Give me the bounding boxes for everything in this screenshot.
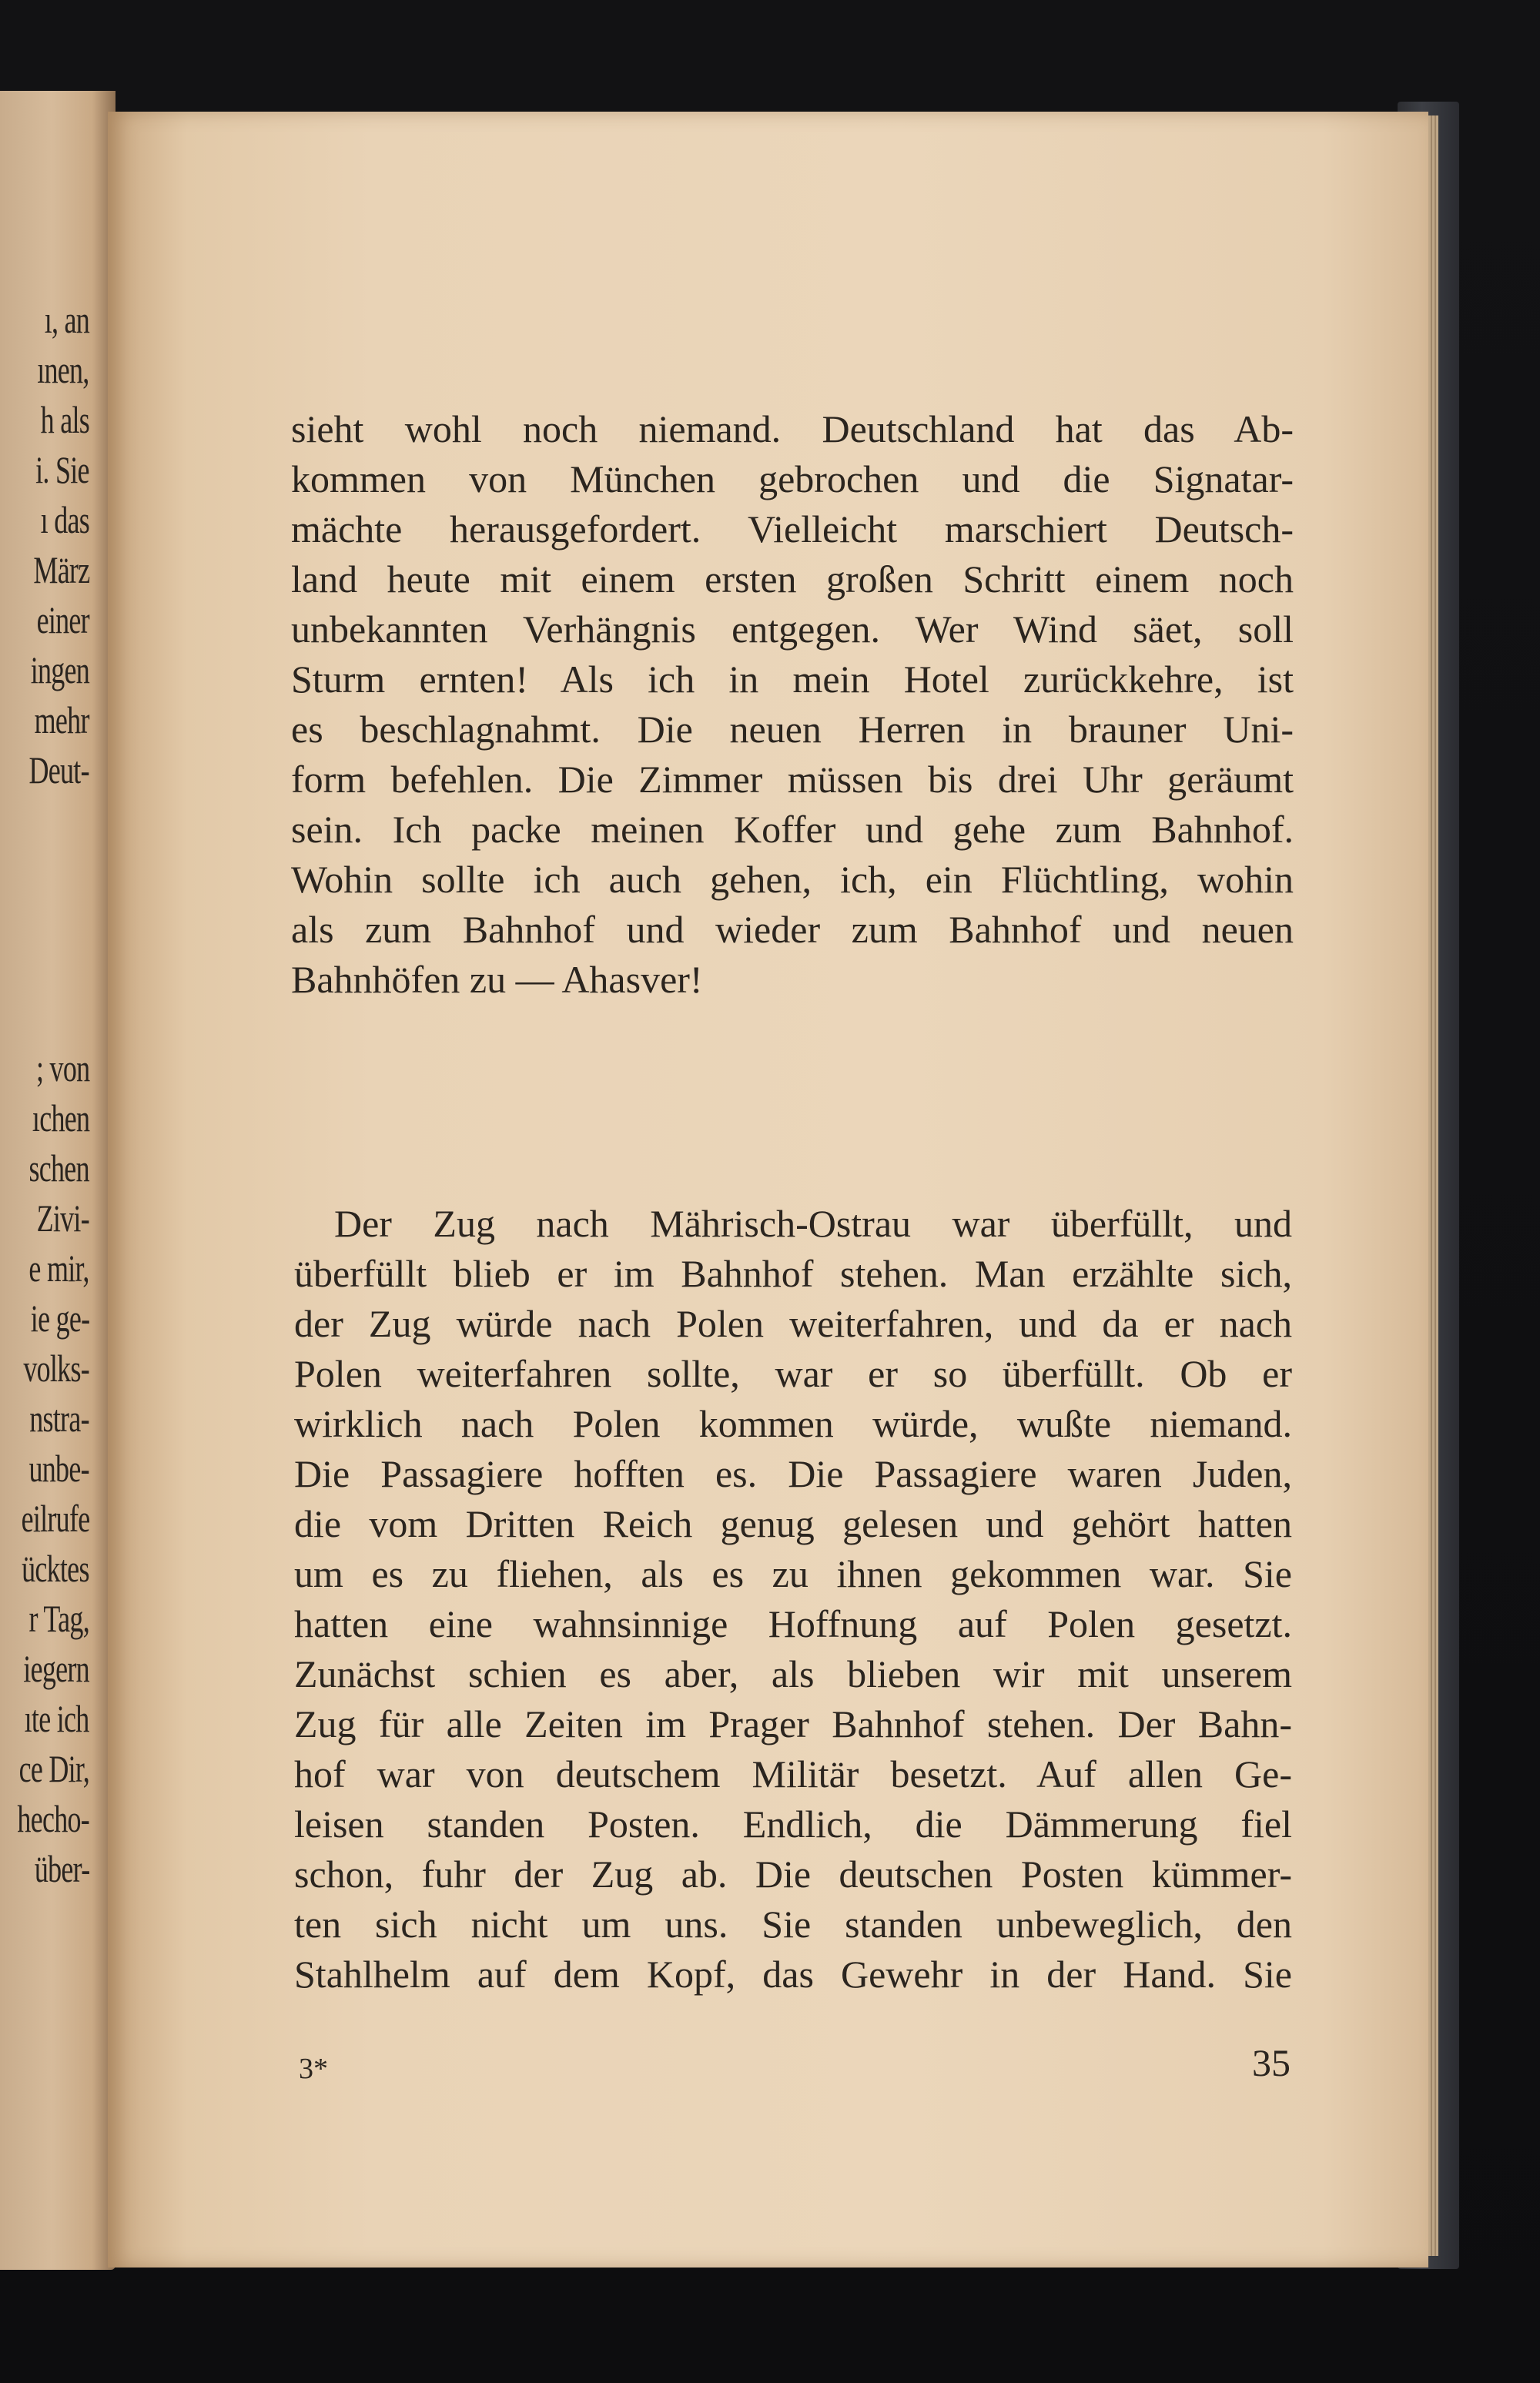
text-line: form befehlen. Die Zimmer müssen bis drei Uhr geräumt xyxy=(291,758,1294,801)
text-line: hatten eine wahnsinnige Hoffnung auf Polen gesetzt. xyxy=(294,1602,1292,1645)
text-line: kommen von München gebrochen und die Signatar- xyxy=(291,457,1294,500)
fragment-line: ce Dir, xyxy=(18,1747,89,1790)
paragraph-1 xyxy=(291,404,1294,1005)
fragment-line: h als xyxy=(40,398,89,441)
text-line: die vom Dritten Reich genug gelesen und gehört hatten xyxy=(294,1502,1292,1545)
text-line: sein. Ich packe meinen Koffer und gehe zum Bahnhof. xyxy=(291,808,1294,851)
fragment-line: März xyxy=(32,548,89,591)
fragment-line: e mir, xyxy=(28,1247,89,1290)
fragment-line: hecho- xyxy=(17,1797,89,1840)
text-line: Polen weiterfahren sollte, war er so überfüllt. Ob er xyxy=(294,1352,1292,1395)
fragment-line: i. Sie xyxy=(35,448,89,491)
fragment-line: iegern xyxy=(23,1647,89,1690)
fragment-line: Zivi- xyxy=(36,1197,89,1240)
fragment-line: ie ge- xyxy=(30,1297,89,1340)
text-line: leisen standen Posten. Endlich, die Dämmerung fiel xyxy=(294,1802,1292,1846)
book-page xyxy=(108,112,1428,2268)
fragment-line: volks- xyxy=(23,1347,89,1390)
fragment-line: einer xyxy=(36,598,89,641)
fragment-line: über- xyxy=(34,1847,89,1890)
page-number: 35 xyxy=(1252,2041,1291,2084)
fragment-line: ücktes xyxy=(22,1547,89,1590)
fragment-line: ınen, xyxy=(37,348,89,391)
text-line: unbekannten Verhängnis entgegen. Wer Wind säet, soll xyxy=(291,607,1294,651)
text-line: ten sich nicht um uns. Sie standen unbeweglich, den xyxy=(294,1903,1292,1946)
fragment-line: mehr xyxy=(34,698,89,741)
text-line: Zug für alle Zeiten im Prager Bahnhof stehen. Der Bahn- xyxy=(294,1702,1292,1745)
fragment-line: ingen xyxy=(30,648,89,691)
fragment-line: eilrufe xyxy=(21,1497,89,1540)
text-line: Zunächst schien es aber, als blieben wir mit unserem xyxy=(294,1652,1292,1695)
text-line: es beschlagnahmt. Die neuen Herren in brauner Uni- xyxy=(291,708,1294,751)
text-line: sieht wohl noch niemand. Deutschland hat das Ab- xyxy=(291,407,1294,450)
fragment-line: unbe- xyxy=(28,1447,89,1490)
signature-mark: 3* xyxy=(299,2053,328,2085)
fragment-line: Deut- xyxy=(28,748,89,792)
fragment-line: ı das xyxy=(40,498,89,541)
text-line: Wohin sollte ich auch gehen, ich, ein Flüchtling, wohin xyxy=(291,858,1294,901)
text-line: als zum Bahnhof und wieder zum Bahnhof und neuen xyxy=(291,908,1294,951)
fragment-line: nstra- xyxy=(29,1397,89,1440)
fragment-line: schen xyxy=(28,1146,89,1190)
previous-page-edge xyxy=(0,91,116,2270)
text-line: überfüllt blieb er im Bahnhof stehen. Man erzählte sich, xyxy=(294,1252,1292,1295)
text-line: Stahlhelm auf dem Kopf, das Gewehr in der Hand. Sie xyxy=(294,1953,1292,1996)
fragment-line: ıte ich xyxy=(25,1697,89,1740)
text-line: Sturm ernten! Als ich in mein Hotel zurückkehre, ist xyxy=(291,658,1294,701)
text-line: der Zug würde nach Polen weiterfahren, und da er nach xyxy=(294,1302,1292,1345)
text-line: wirklich nach Polen kommen würde, wußte niemand. xyxy=(294,1402,1292,1445)
text-line: Die Passagiere hofften es. Die Passagiere waren Juden, xyxy=(294,1452,1292,1495)
paragraph-2 xyxy=(294,1199,1292,2000)
text-line: Der Zug nach Mährisch-Ostrau war überfüllt, und xyxy=(334,1202,1292,1245)
text-line: mächte herausgefordert. Vielleicht marschiert Deutsch- xyxy=(291,507,1294,551)
text-line: hof war von deutschem Militär besetzt. Auf allen Ge- xyxy=(294,1752,1292,1796)
text-line: schon, fuhr der Zug ab. Die deutschen Posten kümmer- xyxy=(294,1853,1292,1896)
fragment-line: r Tag, xyxy=(28,1597,89,1640)
text-line: um es zu fliehen, als es zu ihnen gekommen war. Sie xyxy=(294,1552,1292,1595)
fragment-line: ; von xyxy=(35,1046,89,1089)
fragment-line: ı, an xyxy=(44,298,89,341)
text-line: land heute mit einem ersten großen Schritt einem noch xyxy=(291,557,1294,601)
fragment-line: ıchen xyxy=(32,1096,89,1140)
text-line: Bahnhöfen zu — Ahasver! xyxy=(291,958,703,1001)
